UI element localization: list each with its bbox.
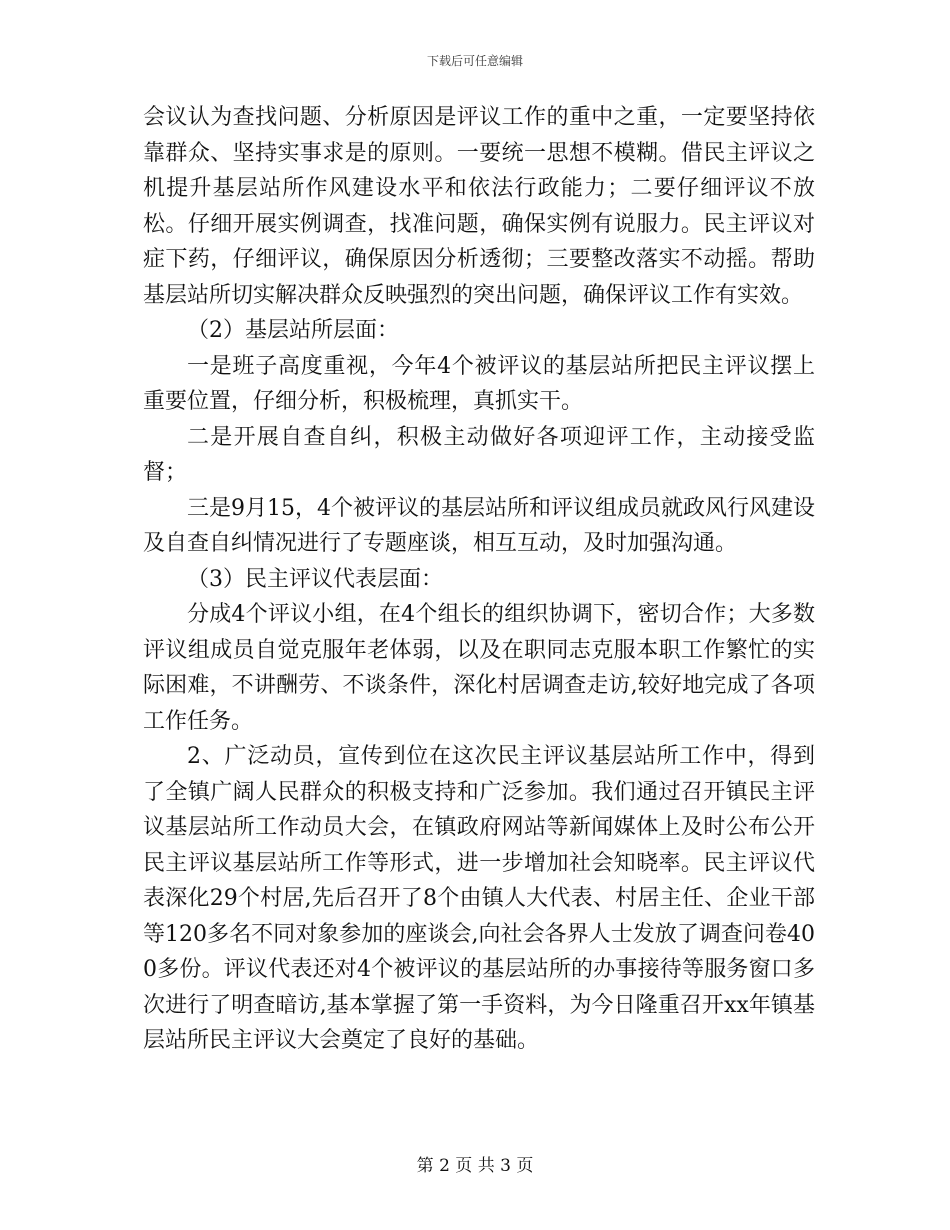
paragraph-heading-station-level: （2）基层站所层面： bbox=[187, 318, 399, 343]
paragraph-self-inspection: 二是开展自查自纠，积极主动做好各项迎评工作，主动接受监督； bbox=[143, 424, 815, 485]
page-header-note: 下载后可任意编辑 bbox=[426, 54, 523, 68]
paragraph-leadership-attention: 一是班子高度重视，今年4个被评议的基层站所把民主评议摆上重要位置，仔细分析，积极梳理，真抓实干。 bbox=[143, 353, 815, 414]
document-body bbox=[143, 100, 815, 1059]
paragraph-mobilization: 2、广泛动员，宣传到位在这次民主评议基层站所工作中，得到了全镇广阔人民群众的积极支持和广泛参加。我们通过召开镇民主评议基层站所工作动员大会，在镇政府网站等新闻媒体上及时公布公开民主评议基层站所工作等形式，进一步增加社会知晓率。民主评议代表深化29个村居,先后召开了8个由镇人大代表、村居主任、企业干部等120多名不同对象参加的座谈会,向社会各界人士发放了调查问卷400多份。评议代表还对4个被评议的基层站所的办事接待等服务窗口多次进行了明查暗访,基本掌握了第一手资料，为今日隆重召开xx年镇基层站所民主评议大会奠定了良好的基础。 bbox=[143, 744, 815, 1053]
paragraph-meeting-conclusion: 会议认为查找问题、分析原因是评议工作的重中之重，一定要坚持依靠群众、坚持实事求是的原则。一要统一思想不模糊。借民主评议之机提升基层站所作风建设水平和依法行政能力；二要仔细评议不放松。仔细开展实例调查，找准问题，确保实例有说服力。民主评议对症下药，仔细评议，确保原因分析透彻；三要整改落实不动摇。帮助基层站所切实解决群众反映强烈的突出问题，确保评议工作有实效。 bbox=[143, 105, 815, 308]
page-number: 第 2 页 共 3 页 bbox=[416, 1156, 534, 1176]
paragraph-symposium: 三是9月15，4个被评议的基层站所和评议组成员就政风行风建设及自查自纠情况进行了专题座谈，相互互动，及时加强沟通。 bbox=[143, 495, 815, 556]
paragraph-heading-representative-level: （3）民主评议代表层面： bbox=[187, 566, 443, 592]
paragraph-review-groups: 分成4个评议小组，在4个组长的组织协调下，密切合作；大多数评议组成员自觉克服年老体弱，以及在职同志克服本职工作繁忙的实际困难，不讲酬劳、不谈条件，深化村居调查走访,较好地完成了各项工作任务。 bbox=[143, 602, 815, 734]
